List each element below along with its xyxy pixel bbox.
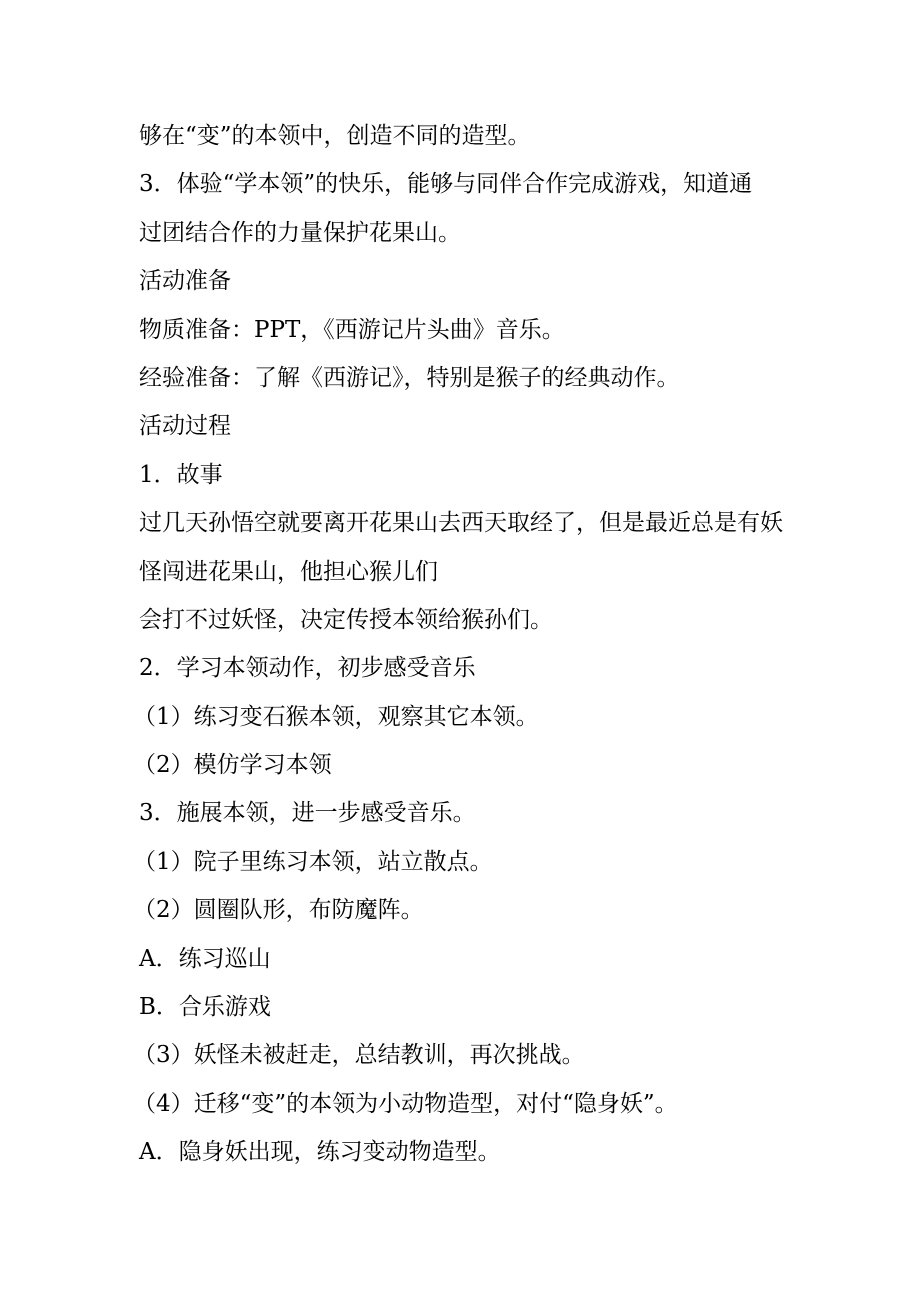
text-line-12: 2．学习本领动作，初步感受音乐 — [139, 655, 476, 682]
text-line-9: 过几天孙悟空就要离开花果山去西天取经了，但是最近总是有妖 — [139, 510, 783, 537]
text-line-1: 够在“变”的本领中，创造不同的造型。 — [139, 123, 531, 149]
text-line-13: （1）练习变石猴本领，观察其它本领。 — [133, 703, 539, 730]
text-line-21: （4）迁移“变”的本领为小动物造型，对付“隐身妖”。 — [133, 1090, 678, 1117]
text-line-6: 经验准备：了解《西游记》，特别是猴子的经典动作。 — [139, 364, 680, 391]
text-line-11: 会打不过妖怪，决定传授本领给猴孙们。 — [139, 606, 553, 633]
text-line-2: 3．体验“学本领”的快乐，能够与同伴合作完成游戏，知道通 — [139, 171, 753, 198]
text-line-5: 物质准备：PPT，《西游记片头曲》音乐。 — [139, 316, 565, 343]
document-body — [133, 112, 799, 1177]
section-heading-preparation: 活动准备 — [139, 268, 231, 295]
text-line-3: 过团结合作的力量保护花果山。 — [139, 219, 461, 246]
text-line-17: （2）圆圈队形，布防魔阵。 — [133, 897, 424, 924]
text-line-10: 怪闯进花果山，他担心猴儿们 — [139, 558, 438, 585]
text-line-22: A．隐身妖出现，练习变动物造型。 — [139, 1139, 501, 1166]
text-line-20: （3）妖怪未被赶走，总结教训，再次挑战。 — [133, 1042, 585, 1069]
text-line-15: 3．施展本领，进一步感受音乐。 — [139, 800, 476, 827]
text-line-14: （2）模仿学习本领 — [133, 752, 332, 779]
text-line-16: （1）院子里练习本领，站立散点。 — [133, 848, 493, 875]
text-line-19: B．合乐游戏 — [139, 994, 271, 1021]
text-line-18: A．练习巡山 — [139, 945, 271, 972]
section-heading-process: 活动过程 — [139, 413, 231, 440]
text-line-8: 1．故事 — [139, 461, 223, 488]
